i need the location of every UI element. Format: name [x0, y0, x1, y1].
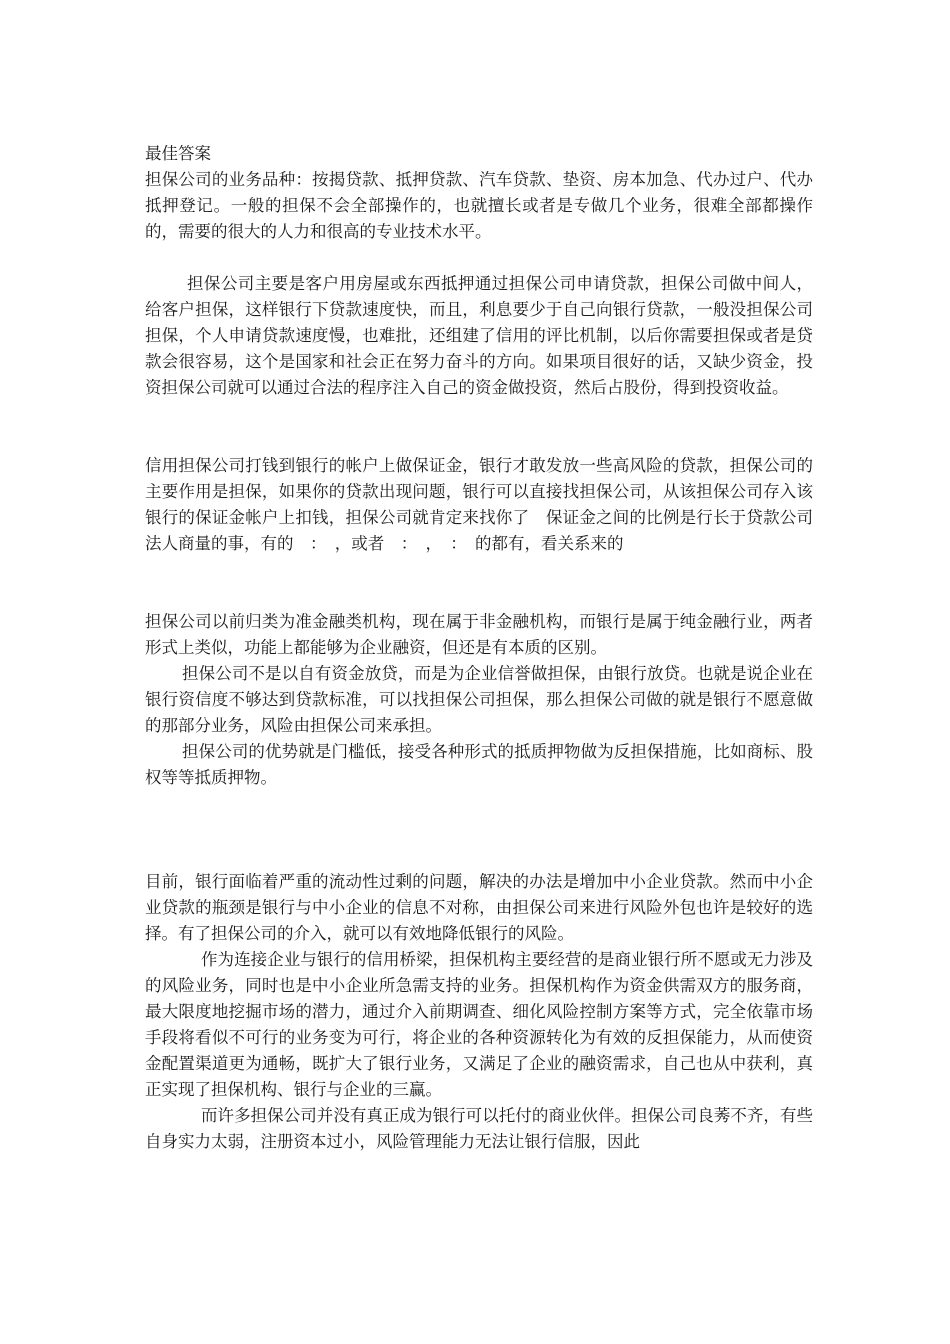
- paragraph-business-types: 担保公司的业务品种：按揭贷款、抵押贷款、汽车贷款、垫资、房本加急、代办过户、代办抵押登记。一般的担保不会全部操作的，也就擅长或者是专做几个业务，很难全部都操作的，需要的很大的人力和很高的专业技术水平。: [145, 170, 813, 241]
- paragraph-credit-bridge: 作为连接企业与银行的信用桥梁，担保机构主要经营的是商业银行所不愿或无力涉及的风险业务，同时也是中小企业所急需支持的业务。担保机构作为资金供需双方的服务商，最大限度地挖掘市场的潜力，通过介入前期调查、细化风险控制方案等方式，完全依靠市场手段将看似不可行的业务变为可行，将企业的各种资源转化为有效的反担保能力，从而使资金配置渠道更为通畅，既扩大了银行业务，又满足了企业的融资需求，自己也从中获利，真正实现了担保机构、银行与企业的三赢。: [145, 950, 813, 1099]
- answer-heading: 最佳答案: [145, 144, 211, 163]
- paragraph-not-lending: 担保公司不是以自有资金放贷，而是为企业信誉做担保，由银行放贷。也就是说企业在银行资信度不够达到贷款标准，可以找担保公司担保，那么担保公司做的就是银行不愿意做的那部分业务，风险由担保公司来承担。: [145, 664, 813, 735]
- paragraph-liquidity: 目前，银行面临着严重的流动性过剩的问题，解决的办法是增加中小企业贷款。然而中小企业贷款的瓶颈是银行与中小企业的信息不对称，由担保公司来进行风险外包也许是较好的选择。有了担保公司的介入，就可以有效地降低银行的风险。: [145, 872, 813, 943]
- spacer: [145, 401, 813, 453]
- document-body: [145, 141, 813, 1155]
- spacer: [145, 557, 813, 609]
- paragraph-deposit: 信用担保公司打钱到银行的帐户上做保证金，银行才敢发放一些高风险的贷款，担保公司的主要作用是担保，如果你的贷款出现问题，银行可以直接找担保公司，从该担保公司存入该银行的保证金帐户上扣钱，担保公司就肯定来找你了 保证金之间的比例是行长于贷款公司法人商量的事，有的 ： ，或者 ： ， ： 的都有，看关系来的: [145, 456, 813, 553]
- paragraph-partners: 而许多担保公司并没有真正成为银行可以托付的商业伙伴。担保公司良莠不齐，有些自身实力太弱，注册资本过小，风险管理能力无法让银行信服，因此: [145, 1106, 813, 1151]
- spacer: [145, 245, 813, 271]
- paragraph-guarantee-role: 担保公司主要是客户用房屋或东西抵押通过担保公司申请贷款，担保公司做中间人，给客户担保，这样银行下贷款速度快，而且，利息要少于自己向银行贷款，一般没担保公司担保，个人申请贷款速度慢，也难批，还组建了信用的评比机制，以后你需要担保或者是贷款会很容易，这个是国家和社会正在努力奋斗的方向。如果项目很好的话，又缺少资金，投资担保公司就可以通过合法的程序注入自己的资金做投资，然后占股份，得到投资收益。: [145, 274, 813, 397]
- spacer: [145, 791, 813, 869]
- paragraph-advantages: 担保公司的优势就是门槛低，接受各种形式的抵质押物做为反担保措施，比如商标、股权等等抵质押物。: [145, 742, 813, 787]
- paragraph-classification: 担保公司以前归类为准金融类机构，现在属于非金融机构，而银行是属于纯金融行业，两者形式上类似，功能上都能够为企业融资，但还是有本质的区别。: [145, 612, 813, 657]
